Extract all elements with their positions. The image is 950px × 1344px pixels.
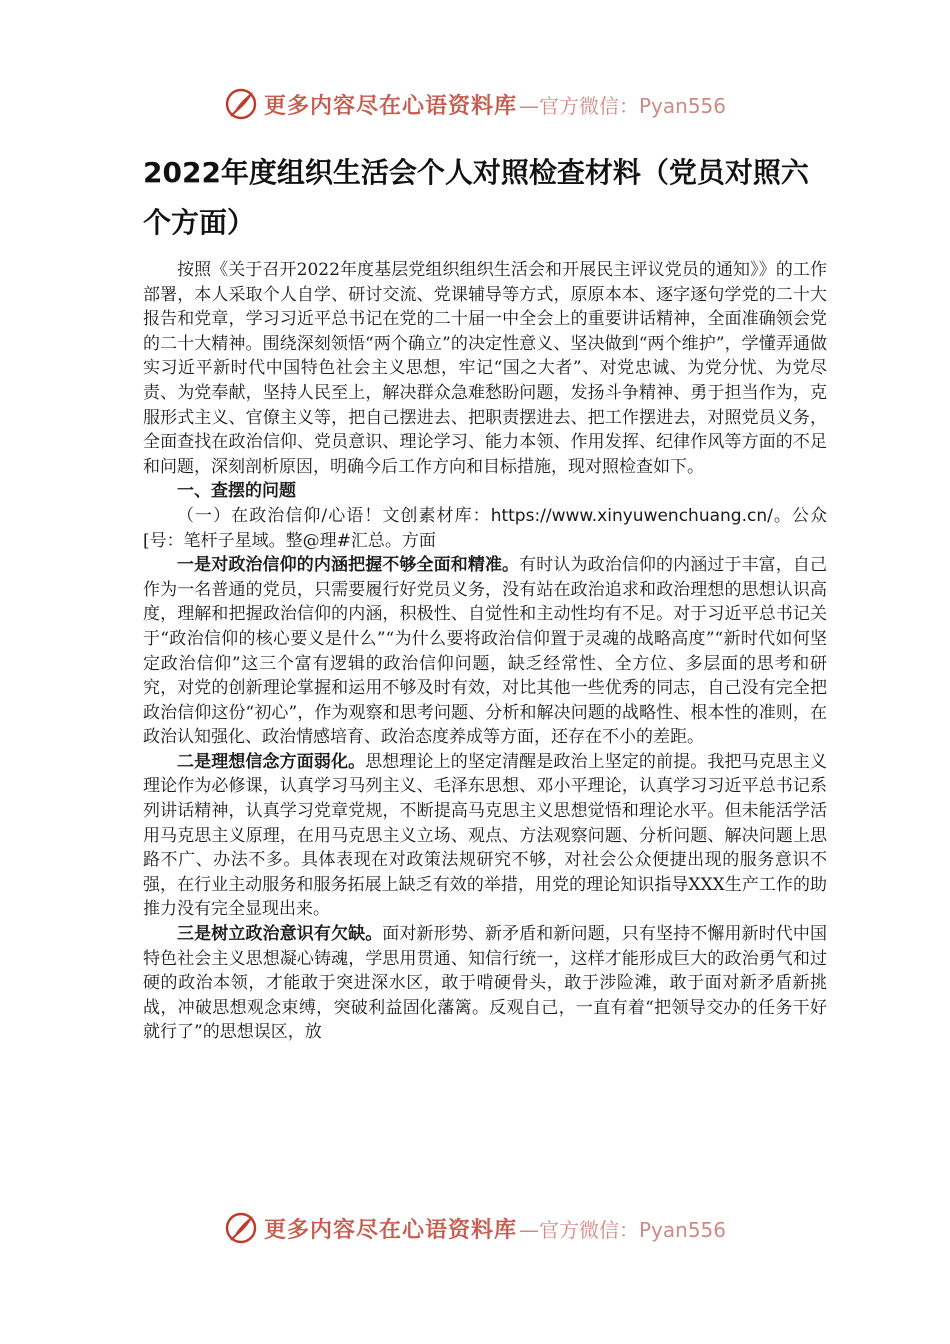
banner-wechat-text: —官方微信：Pyan556 [519,93,727,118]
subsection-suffix: 。公众[号：笔杆子星域。整@理#汇总。方面 [143,505,828,551]
paragraph-2-text: 思想理论上的坚定清醒是政治上坚定的前提。我把马克思主义理论作为必修课，认真学习马列主义、毛泽东思想、邓小平理论，认真学习习近平总书记系列讲话精神，认真学习党章党规，不断提高马克思主义思想觉悟和理论水平。但未能活学活用马克思主义原理，在用马克思主义立场、观点、方法观察问题、分析问题、解决问题上思路不广、办法不多。具体表现在对政策法规研究不够，对社会公众便捷出现的服务意识不强，在行业主动服务和服务拓展上缺乏有效的举措，用党的理论知识指导XXX生产工作的助推力没有完全显现出来。 [143,751,828,920]
document-body [143,258,827,1045]
subsection-heading [143,504,827,553]
paragraph-2-lead: 二是理想信念方面弱化。 [177,751,366,772]
paragraph-1 [143,553,827,750]
paragraph-3 [143,922,827,1045]
subsection-prefix: （一）在政治信仰/心语！文创素材库： [177,505,491,526]
section-heading: 一、查摆的问题 [177,481,296,502]
footer-brand-text: 更多内容尽在心语资料库 [263,1216,517,1243]
paragraph-1-lead: 一是对政治信仰的内涵把握不够全面和精准。 [177,555,520,576]
source-url-link[interactable]: https://www.xinyuwenchuang.cn/ [490,505,773,526]
document-title: 2022年度组织生活会个人对照检查材料（党员对照六个方面） [143,156,809,239]
quill-logo-icon [224,87,258,121]
paragraph-3-text: 面对新形势、新矛盾和新问题，只有坚持不懈用新时代中国特色社会主义思想凝心铸魂，学思用贯通、知信行统一，这样才能形成巨大的政治勇气和过硬的政治本领，才能敢于突进深水区，敢于啃硬骨头，敢于涉险滩，敢于面对新矛盾新挑战，冲破思想观念束缚，突破利益固化藩篱。反观自己，一直有着“把领导交办的任务干好就行了”的思想误区，放 [143,924,827,1043]
banner-brand-text: 更多内容尽在心语资料库 [263,92,517,119]
footer-banner [0,1208,950,1248]
paragraph-2 [143,750,827,922]
quill-logo-icon [224,1211,258,1245]
footer-wechat-text: —官方微信：Pyan556 [519,1217,727,1242]
intro-paragraph: 按照《关于召开2022年度基层党组织组织生活会和开展民主评议党员的通知》》的工作部署，本人采取个人自学、研讨交流、党课辅导等方式，原原本本、逐字逐句学党的二十大报告和党章，学习习近平总书记在党的二十届一中全会上的重要讲话精神，全面准确领会党的二十大精神。围绕深刻领悟“两个确立”的决定性意义、坚决做到“两个维护”，学懂弄通做实习近平新时代中国特色社会主义思想，牢记“国之大者”、对党忠诚、为党分忧、为党尽责、为党奉献，坚持人民至上，解决群众急难愁盼问题，发扬斗争精神、勇于担当作为，克服形式主义、官僚主义等，把自己摆进去、把职责摆进去、把工作摆进去，对照党员义务，全面查找在政治信仰、党员意识、理论学习、能力本领、作用发挥、纪律作风等方面的不足和问题，深刻剖析原因，明确今后工作方向和目标措施，现对照检查如下。 [143,260,827,477]
paragraph-3-lead: 三是树立政治意识有欠缺。 [177,924,383,945]
header-banner [0,84,950,124]
paragraph-1-text: 有时认为政治信仰的内涵过于丰富，自己作为一名普通的党员，只需要履行好党员义务，没有站在政治追求和政治理想的思想认识高度，理解和把握政治信仰的内涵，积极性、自觉性和主动性均有不足。对于习近平总书记关于“政治信仰的核心要义是什么”“为什么要将政治信仰置于灵魂的战略高度”“新时代如何坚定政治信仰”这三个富有逻辑的政治信仰问题，缺乏经常性、全方位、多层面的思考和研究，对党的创新理论掌握和运用不够及时有效，对比其他一些优秀的同志，自己没有完全把政治信仰这份“初心”，作为观察和思考问题、分析和解决问题的战略性、根本性的准则，在政治认知强化、政治情感培育、政治态度养成等方面，还存在不小的差距。 [143,555,828,748]
